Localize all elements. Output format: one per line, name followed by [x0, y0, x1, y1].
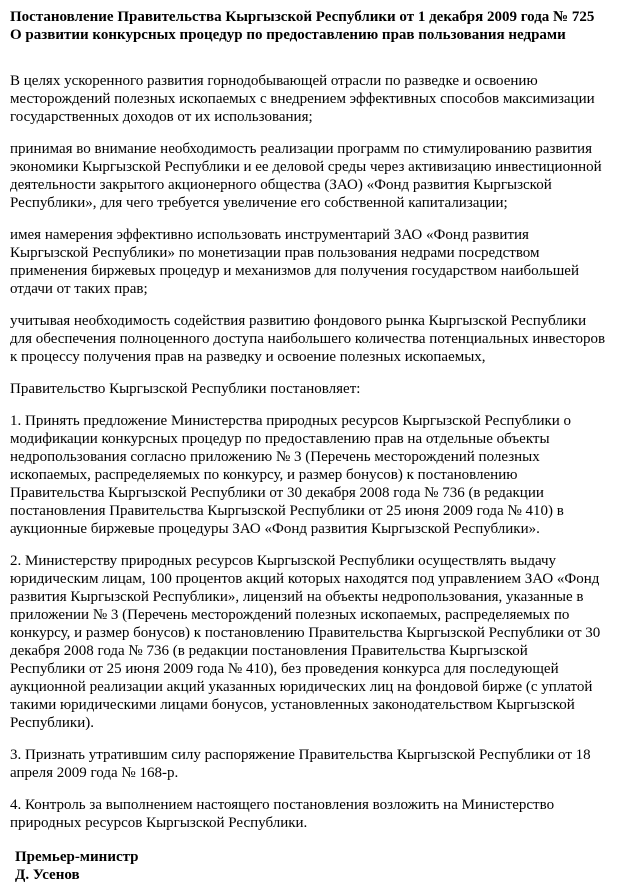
signature-block	[10, 848, 606, 884]
resolution-item-2: 2. Министерству природных ресурсов Кыргызской Республики осуществлять выдачу юридическим лицам, 100 процентов акций которых находятся под управлением ЗАО «Фонд развития Кыргызской Республики», лицензий на объекты недропользования, указанные в приложении № 3 (Перечень месторождений полезных ископаемых, распределяемых по конкурсу, и размер бонусов) к постановлению Правительства Кыргызской Республики от 30 декабря 2008 года № 736 (в редакции постановления Правительства Кыргызской Республики от 25 июня 2009 года № 410), без проведения конкурса для последующей аукционной реализации акций указанных юридических лиц на фондовой бирже (с уплатой такими юридическими лицами бонусов, установленных законодательством Кыргызской Республики).	[10, 553, 601, 731]
resolution-item-3: 3. Признать утратившим силу распоряжение Правительства Кыргызской Республики от 18 апреля 2009 года № 168-р.	[10, 747, 591, 781]
preamble-paragraph-programs: принимая во внимание необходимость реализации программ по стимулированию развития экономики Кыргызской Республики и ее деловой среды через активизацию инвестиционной деятельности закрытого акционерного общества (ЗАО) «Фонд развития Кыргызской Республики», для чего требуется увеличение его собственной капитализации;	[10, 141, 602, 211]
enacting-clause: Правительство Кыргызской Республики постановляет:	[10, 381, 361, 397]
preamble-paragraph-goals: В целях ускоренного развития горнодобывающей отрасли по разведке и освоению месторождений полезных ископаемых с внедрением эффективных способов максимизации государственных доходов от их использования;	[10, 73, 595, 125]
document-title	[10, 8, 606, 44]
document-title-line2: О развитии конкурсных процедур по предоставлению прав пользования недрами	[10, 27, 566, 43]
resolution-item-4: 4. Контроль за выполнением настоящего постановления возложить на Министерство природных ресурсов Кыргызской Республики.	[10, 797, 555, 831]
document-body	[10, 72, 606, 832]
preamble-paragraph-stock-market: учитывая необходимость содействия развитию фондового рынка Кыргызской Республики для обеспечения полноценного доступа наибольшего количества потенциальных инвесторов к процессу получения прав на разведку и освоение полезных ископаемых,	[10, 313, 606, 365]
signature-name: Д. Усенов	[15, 867, 80, 883]
resolution-item-1: 1. Принять предложение Министерства природных ресурсов Кыргызской Республики о модификации конкурсных процедур по предоставлению прав на отдельные объекты недропользования согласно приложению № 3 (Перечень месторождений полезных ископаемых, распределяемых по конкурсу, и размер бонусов) к постановлению Правительства Кыргызской Республики от 30 декабря 2008 года № 736 (в редакции постановления Правительства Кыргызской Республики от 25 июня 2009 года № 410) в аукционные биржевые процедуры ЗАО «Фонд развития Кыргызской Республики».	[10, 413, 572, 537]
document-title-line1: Постановление Правительства Кыргызской Республики от 1 декабря 2009 года № 725	[10, 9, 595, 25]
signature-position: Премьер-министр	[15, 849, 139, 865]
preamble-paragraph-intentions: имея намерения эффективно использовать инструментарий ЗАО «Фонд развития Кыргызской Республики» по монетизации прав пользования недрами посредством применения биржевых процедур и механизмов для получения государством наибольшей отдачи от таких прав;	[10, 227, 579, 297]
